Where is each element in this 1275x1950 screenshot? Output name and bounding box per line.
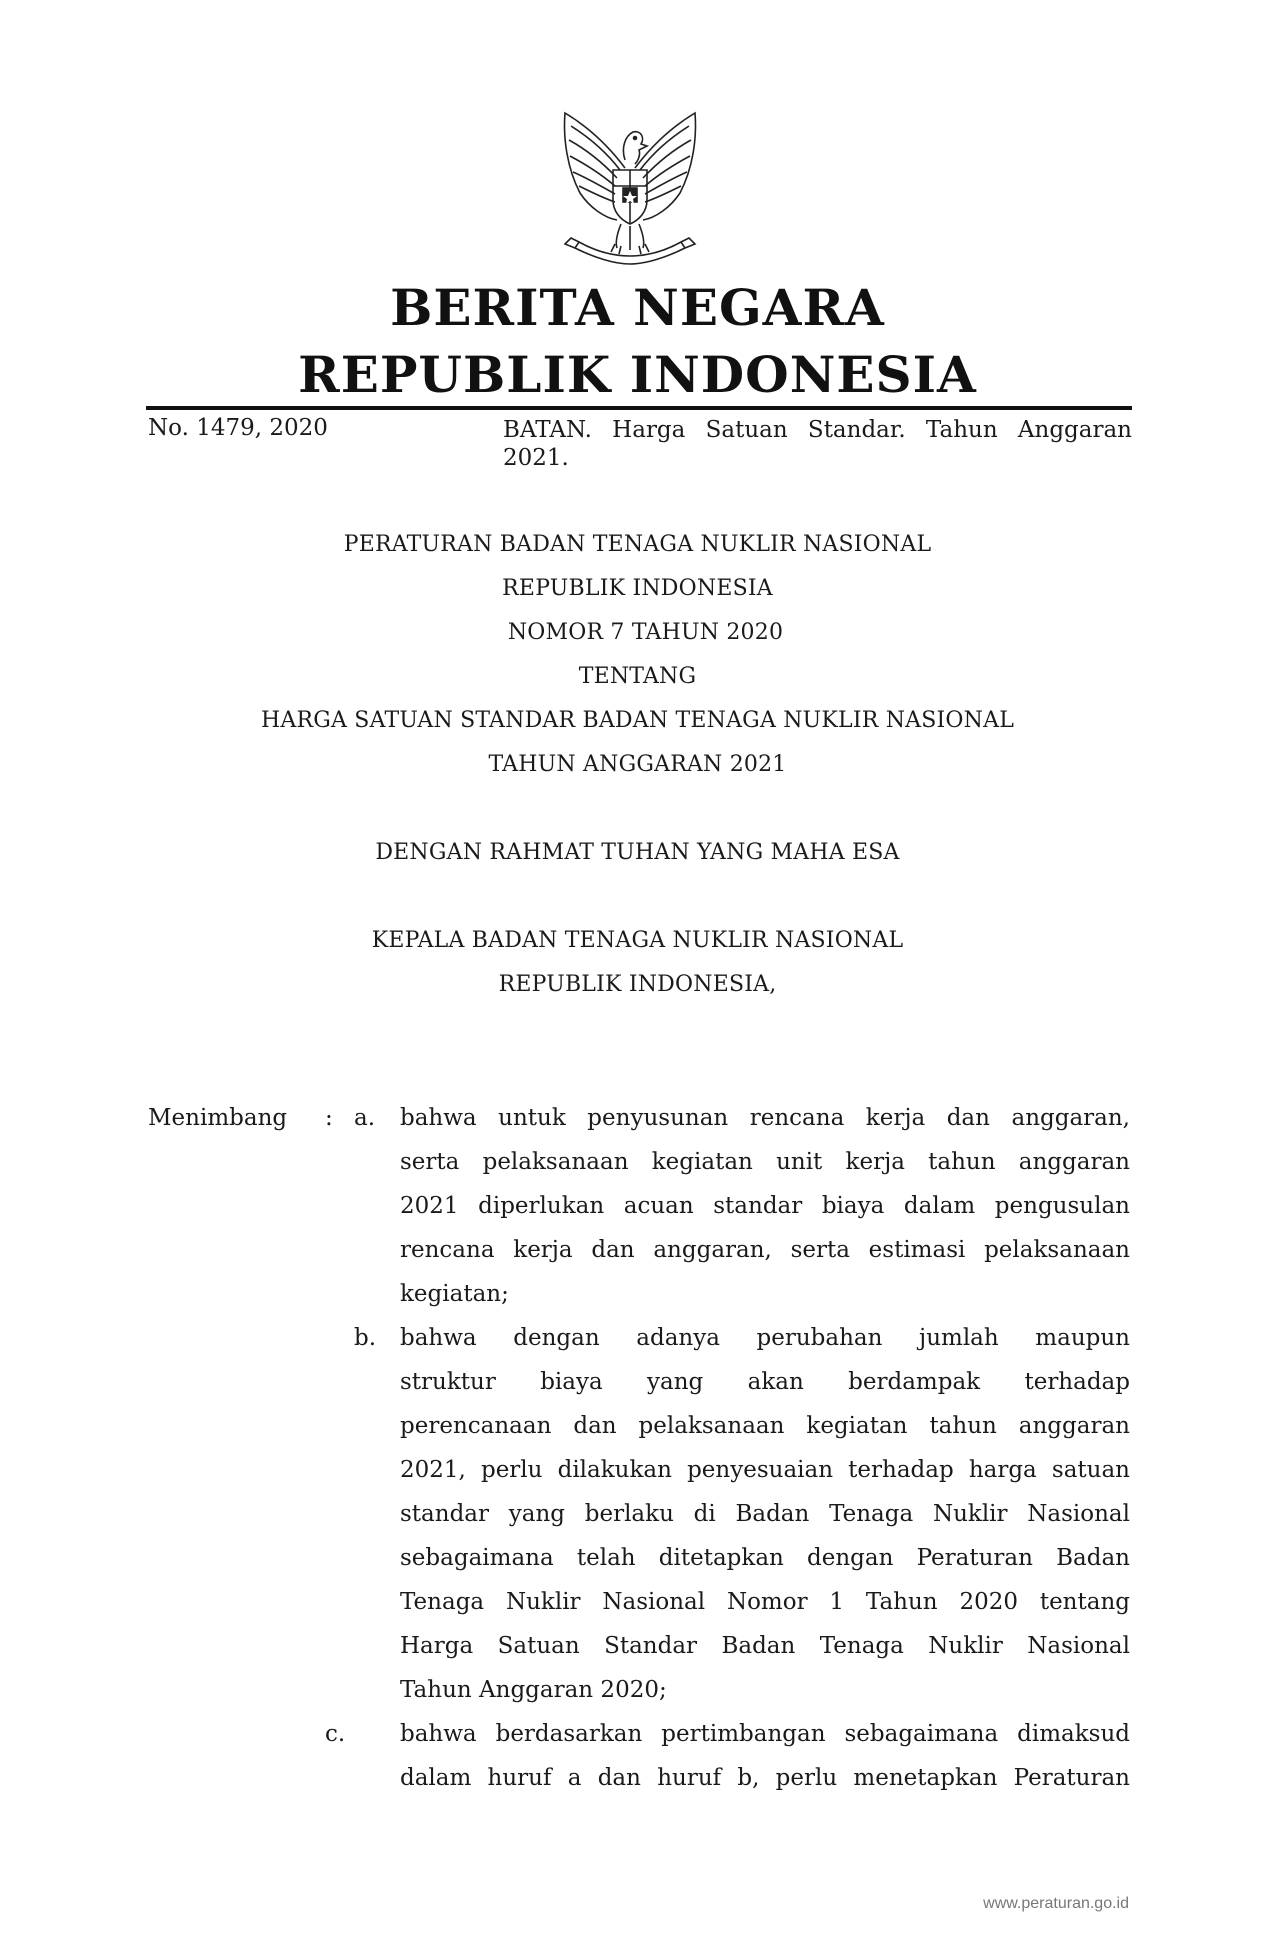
item-a-line: rencana kerja dan anggaran, serta estimasi pelaksanaan <box>400 1237 1130 1263</box>
item-b-line: standar yang berlaku di Badan Tenaga Nuklir Nasional <box>400 1501 1130 1527</box>
invocation: DENGAN RAHMAT TUHAN YANG MAHA ESA <box>375 840 900 865</box>
authority-line: REPUBLIK INDONESIA, <box>498 972 777 997</box>
considering-colon: : <box>325 1105 333 1131</box>
item-b-line: Tenaga Nuklir Nasional Nomor 1 Tahun 2020 tentang <box>400 1589 1130 1615</box>
masthead-title-line-1: BERITA NEGARA <box>390 278 885 337</box>
item-c-line: bahwa berdasarkan pertimbangan sebagaimana dimaksud <box>400 1721 1130 1747</box>
item-b-line: Tahun Anggaran 2020; <box>400 1677 667 1703</box>
considering-label: Menimbang <box>148 1105 288 1131</box>
regulation-title-line: REPUBLIK INDONESIA <box>502 576 773 601</box>
regulation-title-line: NOMOR 7 TAHUN 2020 <box>507 620 784 645</box>
item-b-line: sebagaimana telah ditetapkan dengan Peraturan Badan <box>400 1545 1130 1571</box>
garuda-emblem-icon <box>555 108 705 268</box>
item-b-line: perencanaan dan pelaksanaan kegiatan tahun anggaran <box>400 1413 1130 1439</box>
item-key-a: a. <box>354 1105 376 1131</box>
item-b-line: struktur biaya yang akan berdampak terhadap <box>400 1369 1130 1395</box>
masthead-title-line-2: REPUBLIK INDONESIA <box>298 345 977 404</box>
item-c-line: dalam huruf a dan huruf b, perlu menetapkan Peraturan <box>400 1765 1130 1791</box>
item-b-line: Harga Satuan Standar Badan Tenaga Nuklir Nasional <box>400 1633 1130 1659</box>
item-a-line: serta pelaksanaan kegiatan unit kerja tahun anggaran <box>400 1149 1130 1175</box>
regulation-title-line: TAHUN ANGGARAN 2021 <box>488 752 787 777</box>
gazette-description-line-1: BATAN. Harga Satuan Standar. Tahun Anggaran <box>503 417 1132 443</box>
regulation-title-line: HARGA SATUAN STANDAR BADAN TENAGA NUKLIR NASIONAL <box>261 708 1014 733</box>
item-key-b: b. <box>354 1325 377 1351</box>
gazette-number: No. 1479, 2020 <box>148 415 328 441</box>
item-b-line: 2021, perlu dilakukan penyesuaian terhadap harga satuan <box>400 1457 1130 1483</box>
item-a-line: kegiatan; <box>400 1281 509 1307</box>
authority-line: KEPALA BADAN TENAGA NUKLIR NASIONAL <box>371 928 904 953</box>
item-a-line: bahwa untuk penyusunan rencana kerja dan anggaran, <box>400 1105 1130 1131</box>
item-a-line: 2021 diperlukan acuan standar biaya dalam pengusulan <box>400 1193 1130 1219</box>
gazette-description-line-2: 2021. <box>503 445 569 471</box>
item-b-line: bahwa dengan adanya perubahan jumlah maupun <box>400 1325 1130 1351</box>
regulation-title-line: PERATURAN BADAN TENAGA NUKLIR NASIONAL <box>343 532 932 557</box>
regulation-title-line: TENTANG <box>578 664 697 689</box>
footer-url: www.peraturan.go.id <box>983 1895 1129 1912</box>
item-key-c: c. <box>325 1721 346 1747</box>
masthead-divider <box>146 406 1132 410</box>
